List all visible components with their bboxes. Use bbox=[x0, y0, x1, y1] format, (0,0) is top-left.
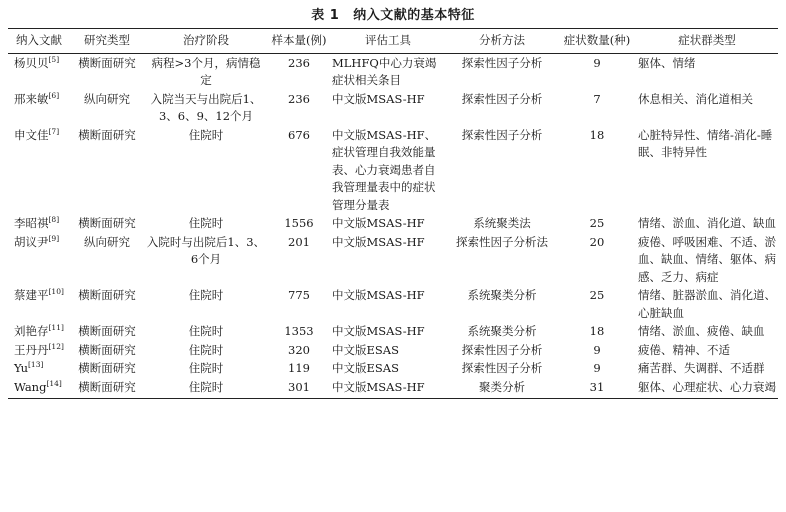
assessment-tool-cell: 中文版ESAS bbox=[332, 342, 399, 357]
symptom-count-cell: 31 bbox=[558, 378, 636, 399]
symptom-count-cell: 18 bbox=[589, 324, 605, 338]
author-name: 王丹丹 bbox=[14, 342, 49, 357]
analysis-method-cell: 系统聚类分析 bbox=[467, 324, 537, 338]
author-name: 胡议尹 bbox=[14, 234, 49, 249]
author-name: 刘艳存 bbox=[14, 324, 49, 338]
study-type-cell: 横断面研究 bbox=[78, 361, 136, 375]
sample-size-cell: 301 bbox=[268, 378, 330, 399]
symptom-cluster-cell: 躯体、心理症状、心力衰竭 bbox=[636, 378, 778, 399]
author-name: 申文佳 bbox=[14, 127, 49, 142]
treatment-stage-cell: 住院时 bbox=[188, 324, 224, 338]
sample-size-cell: 1353 bbox=[284, 324, 314, 338]
reference-number: [13] bbox=[28, 360, 44, 369]
reference-number: [7] bbox=[48, 126, 60, 136]
reference-number: [11] bbox=[48, 323, 64, 332]
treatment-stage-cell: 住院时 bbox=[188, 288, 224, 302]
table-caption-number: 表 1 bbox=[311, 8, 340, 23]
author-cell bbox=[8, 126, 70, 215]
analysis-method-cell: 探索性因子分析 bbox=[461, 91, 543, 106]
assessment-tool-cell: 中文版MSAS-HF、症状管理自我效能量表、心力衰竭患者自我管理量表中的症状管理分量表 bbox=[332, 127, 437, 212]
assessment-tool-cell: 中文版MSAS-HF bbox=[332, 324, 425, 338]
analysis-method-cell: 系统聚类分析 bbox=[467, 288, 537, 302]
symptom-cluster-cell: 疲倦、精神、不适 bbox=[638, 342, 730, 357]
symptom-cluster-cell: 痛苦群、失调群、不适群 bbox=[638, 361, 765, 375]
sample-size-cell: 775 bbox=[288, 288, 310, 302]
sample-size-cell: 1556 bbox=[284, 216, 314, 230]
analysis-method-cell: 探索性因子分析 bbox=[461, 361, 543, 375]
treatment-stage-cell: 住院时 bbox=[188, 361, 224, 375]
analysis-method-cell: 探索性因子分析 bbox=[461, 342, 543, 357]
study-type-cell: 横断面研究 bbox=[78, 288, 136, 302]
analysis-method-cell: 聚类分析 bbox=[446, 378, 558, 399]
symptom-count-cell: 20 bbox=[589, 234, 605, 249]
author-cell bbox=[8, 341, 70, 360]
symptom-cluster-cell: 情绪、脏器淤血、消化道、心脏缺血 bbox=[638, 288, 776, 320]
symptom-cluster-cell: 情绪、淤血、疲倦、缺血 bbox=[638, 324, 765, 338]
reference-number: [14] bbox=[46, 378, 62, 388]
symptom-count-cell: 9 bbox=[593, 55, 601, 70]
reference-number: [10] bbox=[48, 287, 64, 296]
reference-number: [8] bbox=[48, 215, 60, 224]
table-row bbox=[8, 322, 778, 341]
study-type-cell: 横断面研究 bbox=[78, 127, 136, 142]
author-cell bbox=[8, 378, 70, 399]
table-row bbox=[8, 378, 778, 399]
author-name: 邢来敏 bbox=[14, 91, 49, 106]
analysis-method-cell: 探索性因子分析法 bbox=[456, 234, 548, 249]
study-type-cell: 横断面研究 bbox=[78, 216, 136, 230]
treatment-stage-cell: 入院当天与出院后1、3、6、9、12个月 bbox=[150, 91, 262, 123]
analysis-method-cell: 探索性因子分析 bbox=[461, 55, 543, 70]
table-row bbox=[8, 341, 778, 360]
characteristics-table bbox=[8, 28, 778, 399]
study-type-cell: 横断面研究 bbox=[78, 55, 136, 70]
symptom-cluster-cell: 疲倦、呼吸困难、不适、淤血、缺血、情绪、躯体、病感、乏力、病症 bbox=[638, 234, 776, 284]
table-caption bbox=[8, 6, 778, 28]
treatment-stage-cell: 住院时 bbox=[188, 342, 224, 357]
table-row bbox=[8, 286, 778, 322]
reference-number: [5] bbox=[48, 54, 60, 64]
study-type-cell: 横断面研究 bbox=[70, 378, 144, 399]
symptom-count-cell: 9 bbox=[593, 361, 601, 375]
author-cell bbox=[8, 322, 70, 341]
treatment-stage-cell: 住院时 bbox=[188, 127, 224, 142]
study-type-cell: 纵向研究 bbox=[84, 234, 130, 249]
column-header: 症状群类型 bbox=[636, 29, 778, 54]
author-cell bbox=[8, 233, 70, 287]
treatment-stage-cell: 入院时与出院后1、3、6个月 bbox=[146, 234, 266, 266]
column-header: 评估工具 bbox=[330, 29, 446, 54]
author-name: Yu bbox=[14, 361, 28, 375]
assessment-tool-cell: 中文版MSAS-HF bbox=[332, 91, 425, 106]
author-name: 李昭祺 bbox=[14, 216, 49, 230]
table-row bbox=[8, 359, 778, 378]
table-row bbox=[8, 126, 778, 215]
author-cell bbox=[8, 286, 70, 322]
sample-size-cell: 236 bbox=[288, 55, 310, 70]
sample-size-cell: 236 bbox=[288, 91, 310, 106]
symptom-count-cell: 9 bbox=[593, 342, 601, 357]
symptom-cluster-cell: 心脏特异性、情绪-消化-睡眠、非特异性 bbox=[638, 127, 773, 159]
analysis-method-cell: 系统聚类法 bbox=[473, 216, 531, 230]
treatment-stage-cell: 住院时 bbox=[144, 378, 268, 399]
sample-size-cell: 119 bbox=[288, 361, 310, 375]
author-cell bbox=[8, 359, 70, 378]
assessment-tool-cell: 中文版MSAS-HF bbox=[332, 216, 425, 230]
author-name: 蔡建平 bbox=[14, 288, 49, 302]
column-header: 分析方法 bbox=[446, 29, 558, 54]
sample-size-cell: 201 bbox=[288, 234, 310, 249]
table-header-row bbox=[8, 29, 778, 54]
column-header: 研究类型 bbox=[70, 29, 144, 54]
symptom-cluster-cell: 躯体、情绪 bbox=[638, 55, 696, 70]
study-type-cell: 纵向研究 bbox=[84, 91, 130, 106]
author-cell bbox=[8, 214, 70, 233]
sample-size-cell: 320 bbox=[288, 342, 310, 357]
column-header: 治疗阶段 bbox=[144, 29, 268, 54]
sample-size-cell: 676 bbox=[288, 127, 310, 142]
reference-number: [9] bbox=[48, 233, 60, 243]
table-caption-title: 纳入文献的基本特征 bbox=[353, 8, 475, 23]
symptom-count-cell: 7 bbox=[593, 91, 601, 106]
table-row bbox=[8, 214, 778, 233]
table-row bbox=[8, 90, 778, 126]
reference-number: [6] bbox=[48, 90, 60, 100]
author-cell bbox=[8, 53, 70, 90]
assessment-tool-cell: 中文版MSAS-HF bbox=[332, 234, 425, 249]
table-row bbox=[8, 233, 778, 287]
assessment-tool-cell: 中文版MSAS-HF bbox=[332, 288, 425, 302]
assessment-tool-cell: 中文版MSAS-HF bbox=[330, 378, 446, 399]
author-name: Wang bbox=[14, 379, 47, 394]
author-cell bbox=[8, 90, 70, 126]
symptom-count-cell: 25 bbox=[589, 288, 605, 302]
author-name: 杨贝贝 bbox=[14, 55, 49, 70]
analysis-method-cell: 探索性因子分析 bbox=[461, 127, 543, 142]
treatment-stage-cell: 病程>3个月，病情稳定 bbox=[151, 55, 261, 87]
study-type-cell: 横断面研究 bbox=[78, 324, 136, 338]
study-type-cell: 横断面研究 bbox=[78, 342, 136, 357]
reference-number: [12] bbox=[48, 341, 64, 351]
column-header: 纳入文献 bbox=[8, 29, 70, 54]
assessment-tool-cell: MLHFQ中心力衰竭症状相关条目 bbox=[332, 55, 437, 87]
assessment-tool-cell: 中文版ESAS bbox=[332, 361, 399, 375]
symptom-cluster-cell: 情绪、淤血、消化道、缺血 bbox=[638, 216, 776, 230]
symptom-count-cell: 18 bbox=[589, 127, 605, 142]
table-row bbox=[8, 53, 778, 90]
column-header: 样本量(例) bbox=[268, 29, 330, 54]
symptom-count-cell: 25 bbox=[589, 216, 605, 230]
symptom-cluster-cell: 休息相关、消化道相关 bbox=[638, 91, 753, 106]
column-header: 症状数量(种) bbox=[558, 29, 636, 54]
treatment-stage-cell: 住院时 bbox=[188, 216, 224, 230]
